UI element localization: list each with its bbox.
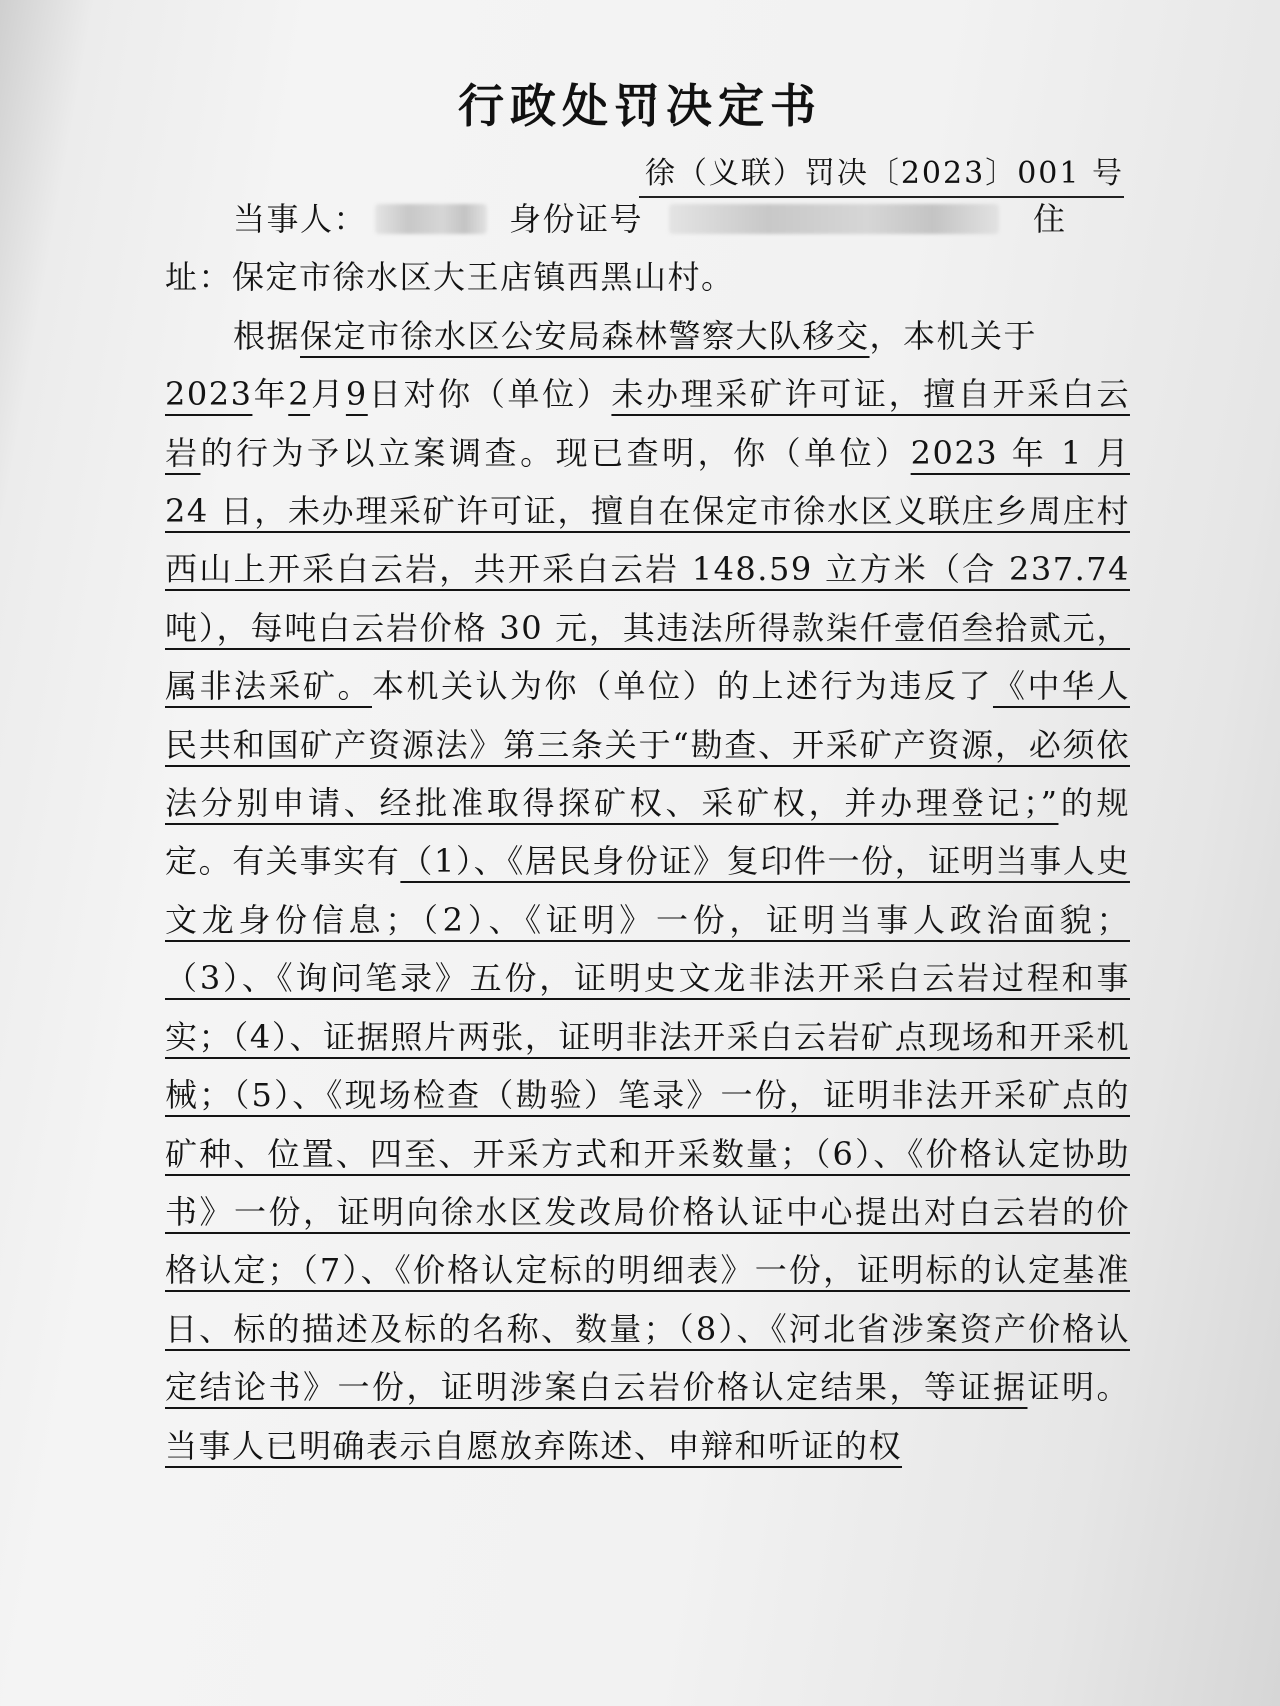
evidence-list: （1）、《居民身份证》复印件一份，证明当事人史文龙身份信息；（2）、《证明》一份，证明当事人政治面貌；（3）、《询问笔录》五份，证明史文龙非法开采白云岩过程和事实；（4）、证据照片两张，证明非法开采白云岩矿点现场和开采机械；（5）、《现场检查（勘验）笔录》一份，证明非法开采矿点的矿种、位置、四至、开采方式和开采数量；（6）、《价格认定协助书》一份，证明向徐水区发改局价格认证中心提出对白云岩的价格认定；（7）、《价格认定标的明细表》一份，证明标的认定基准日、标的描述及标的名称、数量；（8）、《河北省涉案资产价格认定结论书》一份，证明涉案白云岩价格认定结果，等证据 [165,842,1130,1407]
text-segment: 证明。 [1027,1368,1130,1407]
violation-facts: 2023 年 1 月 24 日，未办理采矿许可证，擅自在保定市徐水区义联庄乡周庄村西山上开采白云岩，共开采白云岩 148.59 立方米（合 237.74 吨），每吨白云岩价格 30 元，其违法所得款柒仟壹佰叁拾贰元，属非法采矿。 [165,433,1130,706]
facts-paragraph [165,307,1130,1475]
party-info-paragraph [165,190,1130,307]
filing-month: 2 [288,375,311,414]
text-segment: 的规定。有关事实有 [165,784,1130,881]
waiver-statement: 当事人已明确表示自愿放弃陈述、申辩和听证的权 [165,1426,903,1465]
redacted-name [375,204,487,234]
violation-summary: 未办理采矿许可证，擅自开采白云岩 [165,375,1130,472]
id-label: 身份证号 [509,200,644,238]
text-segment: 本机关认为你（单位）的上述行为违反了 [372,667,993,706]
text-segment: 根据 [233,316,301,355]
text-segment: ，本机关于 [869,316,1038,355]
document-body [165,190,1130,1475]
text-segment: 的行为予以立案调查。现已查明，你（单位） [200,433,911,472]
filing-year: 2023 [165,375,253,414]
party-label: 当事人： [233,200,368,238]
address-label-start: 住 [1033,200,1067,238]
document-number: 徐（义联）罚决〔2023〕001 号 [639,148,1124,198]
text-segment: 日对你（单位） [367,375,612,414]
text-segment: 年 [252,375,289,414]
filing-day: 9 [345,375,368,414]
text-segment: 月 [310,375,346,414]
address-text: 址：保定市徐水区大王店镇西黑山村。 [165,258,735,297]
document-title: 行政处罚决定书 [458,79,822,133]
transfer-agency: 保定市徐水区公安局森林警察大队移交 [300,316,870,355]
law-citation: 《中华人民共和国矿产资源法》第三条关于“勘查、开采矿产资源，必须依法分别申请、经批准取得探矿权、采矿权，并办理登记；” [165,667,1130,823]
redacted-id-number [669,204,999,234]
